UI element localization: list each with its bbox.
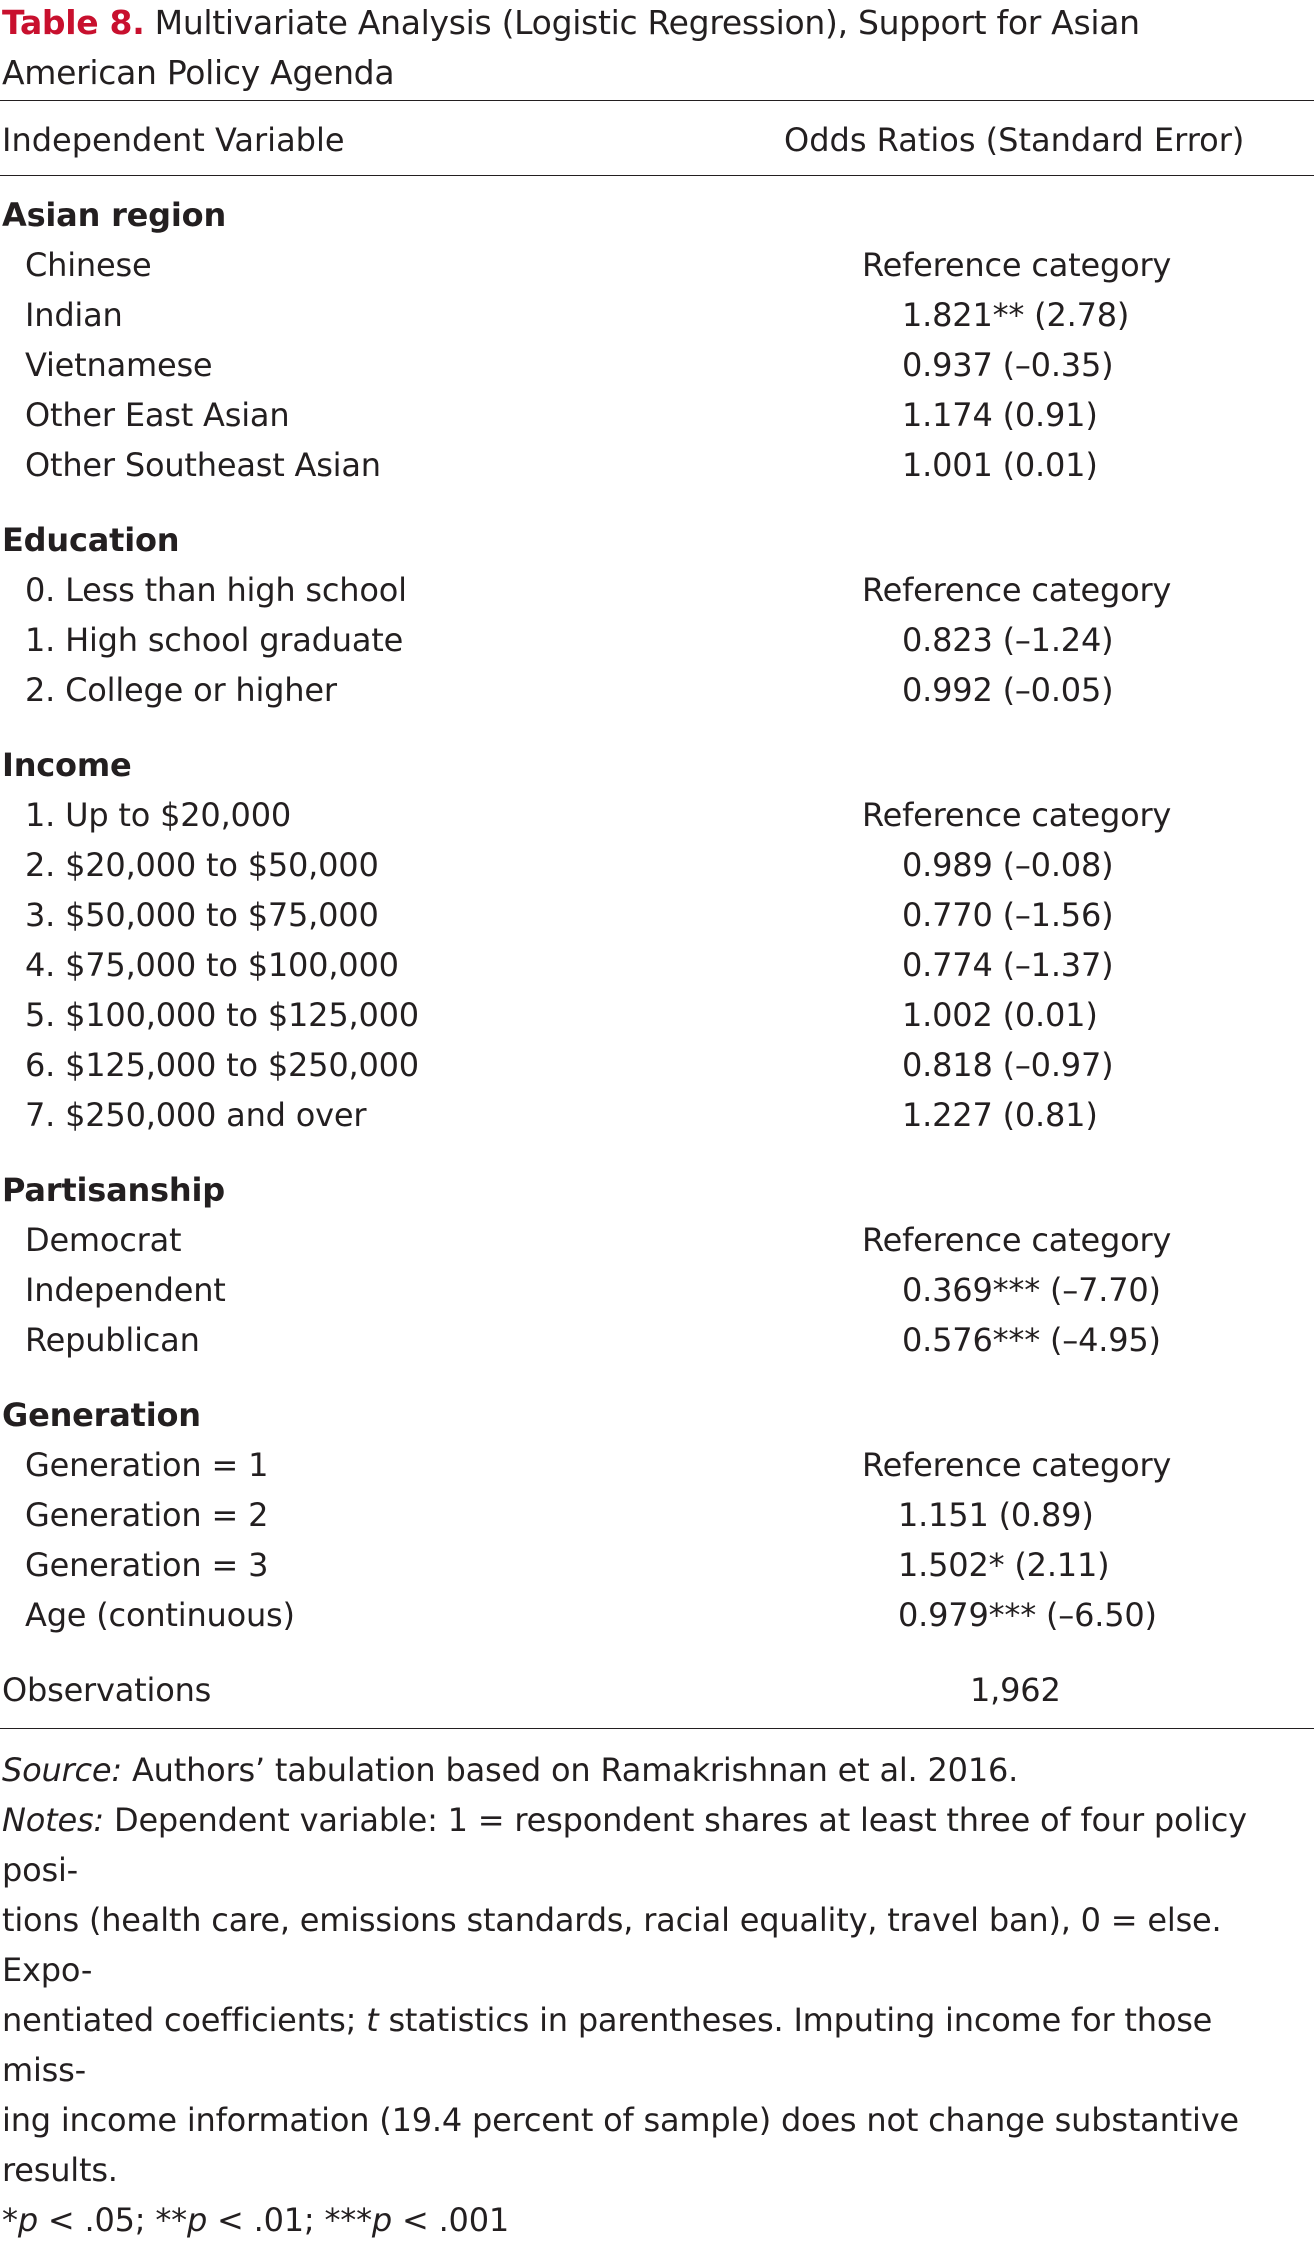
table-row [0,1490,1314,1540]
variable-label: 5. $100,000 to $125,000 [25,996,419,1034]
odds-ratio-value: 0.979*** (–6.50) [898,1596,1157,1634]
observations-row [0,1665,1314,1715]
table-row [0,565,1314,615]
table-row [0,1265,1314,1315]
odds-ratio-value: 0.818 (–0.97) [902,1046,1114,1084]
notes-line-4: ing income information (19.4 percent of sample) does not change substantive [2,2101,1239,2139]
notes-line-5: results. [2,2151,118,2189]
table-row [0,1090,1314,1140]
section-title: Generation [2,1396,201,1434]
odds-ratio-value: 1.151 (0.89) [898,1496,1094,1534]
table-row [0,1440,1314,1490]
variable-label: 3. $50,000 to $75,000 [25,896,379,934]
significance-note [2,2195,1302,2245]
table-notes [2,1745,1302,2245]
variable-label: 1. Up to $20,000 [25,796,292,834]
table-row [0,890,1314,940]
table-row [0,1590,1314,1640]
variable-label: Other East Asian [25,396,290,434]
notes-t-symbol: t [366,2001,379,2039]
odds-ratio-value: 0.992 (–0.05) [902,671,1114,709]
section-title: Education [2,521,180,559]
observations-label: Observations [2,1671,212,1709]
header-rule [0,175,1314,176]
table-row [0,240,1314,290]
sig-text-2: < .01; *** [207,2201,372,2239]
table-title: Multivariate Analysis (Logistic Regression), Support for Asian American Policy Agenda [2,3,1140,92]
source-note [2,1745,1302,1795]
odds-ratio-value: 0.989 (–0.08) [902,846,1114,884]
bottom-rule [0,1728,1314,1729]
table-row [0,1315,1314,1365]
variable-label: Democrat [25,1221,182,1259]
odds-ratio-value: Reference category [862,796,1172,834]
table-row [0,615,1314,665]
table-row [0,440,1314,490]
table-row [0,1215,1314,1265]
table-row [0,840,1314,890]
variable-label: 2. $20,000 to $50,000 [25,846,379,884]
column-header-odds-ratios: Odds Ratios (Standard Error) [784,121,1245,159]
section-heading-row [0,190,1314,240]
table-row [0,790,1314,840]
odds-ratio-value: 0.774 (–1.37) [902,946,1114,984]
section-heading-row [0,515,1314,565]
odds-ratio-value: 1.002 (0.01) [902,996,1098,1034]
source-label: Source: [2,1751,122,1789]
variable-label: Generation = 1 [25,1446,269,1484]
variable-label: 0. Less than high school [25,571,407,609]
table-row [0,290,1314,340]
table-row [0,390,1314,440]
table-row [0,1040,1314,1090]
notes-line-3 [2,1995,1302,2095]
table-row [0,340,1314,390]
odds-ratio-value: Reference category [862,571,1172,609]
odds-ratio-value: 1.502* (2.11) [898,1546,1110,1584]
odds-ratio-value: 0.770 (–1.56) [902,896,1114,934]
notes-label: Notes: [2,1801,105,1839]
section-heading-row [0,1165,1314,1215]
odds-ratio-value: Reference category [862,1221,1172,1259]
odds-ratio-value: 0.369*** (–7.70) [902,1271,1161,1309]
odds-ratio-value: 1.174 (0.91) [902,396,1098,434]
variable-label: 2. College or higher [25,671,337,709]
variable-label: Generation = 3 [25,1546,269,1584]
sig-p-2: p [186,2201,208,2239]
section-title: Asian region [2,196,227,234]
section-heading-row [0,1390,1314,1440]
variable-label: Independent [25,1271,226,1309]
table-row [0,665,1314,715]
variable-label: 1. High school graduate [25,621,404,659]
notes-text-3a: nentiated coefficients; [2,2001,367,2039]
source-text: Authors’ tabulation based on Ramakrishnan et al. 2016. [131,1751,1019,1789]
table-row [0,940,1314,990]
odds-ratio-value: 1.227 (0.81) [902,1096,1098,1134]
variable-label: Indian [25,296,123,334]
odds-ratio-value: 1.821** (2.78) [902,296,1130,334]
odds-ratio-value: 0.937 (–0.35) [902,346,1114,384]
section-title: Income [2,746,132,784]
table-row [0,1540,1314,1590]
notes-text-3b: statistics in parentheses. Imputing income for those miss- [2,2001,1213,2089]
table-row [0,990,1314,1040]
notes-line-1 [2,1795,1302,1895]
odds-ratio-value: 0.823 (–1.24) [902,621,1114,659]
top-rule [0,100,1314,101]
sig-p-1: p [17,2201,38,2239]
odds-ratio-value: 0.576*** (–4.95) [902,1321,1161,1359]
odds-ratio-value: Reference category [862,1446,1172,1484]
table-number-label: Table 8. [2,3,145,42]
sig-text-3: < .001 [392,2201,510,2239]
variable-label: Chinese [25,246,152,284]
observations-value: 1,962 [970,1671,1061,1709]
variable-label: Other Southeast Asian [25,446,381,484]
section-heading-row [0,740,1314,790]
table-caption [2,0,1302,98]
variable-label: 7. $250,000 and over [25,1096,367,1134]
sig-star-1: * [2,2201,18,2239]
notes-text-1: Dependent variable: 1 = respondent shares at least three of four policy posi- [2,1801,1247,1889]
variable-label: Generation = 2 [25,1496,269,1534]
section-title: Partisanship [2,1171,225,1209]
variable-label: 6. $125,000 to $250,000 [25,1046,419,1084]
variable-label: Vietnamese [25,346,213,384]
notes-line-2: tions (health care, emissions standards, racial equality, travel ban), 0 = else. Expo- [2,1901,1222,1989]
sig-p-3: p [371,2201,393,2239]
variable-label: Republican [25,1321,200,1359]
odds-ratio-value: 1.001 (0.01) [902,446,1098,484]
odds-ratio-value: Reference category [862,246,1172,284]
variable-label: Age (continuous) [25,1596,295,1634]
sig-text-1: < .05; ** [37,2201,187,2239]
column-header-variable: Independent Variable [2,121,345,159]
variable-label: 4. $75,000 to $100,000 [25,946,399,984]
